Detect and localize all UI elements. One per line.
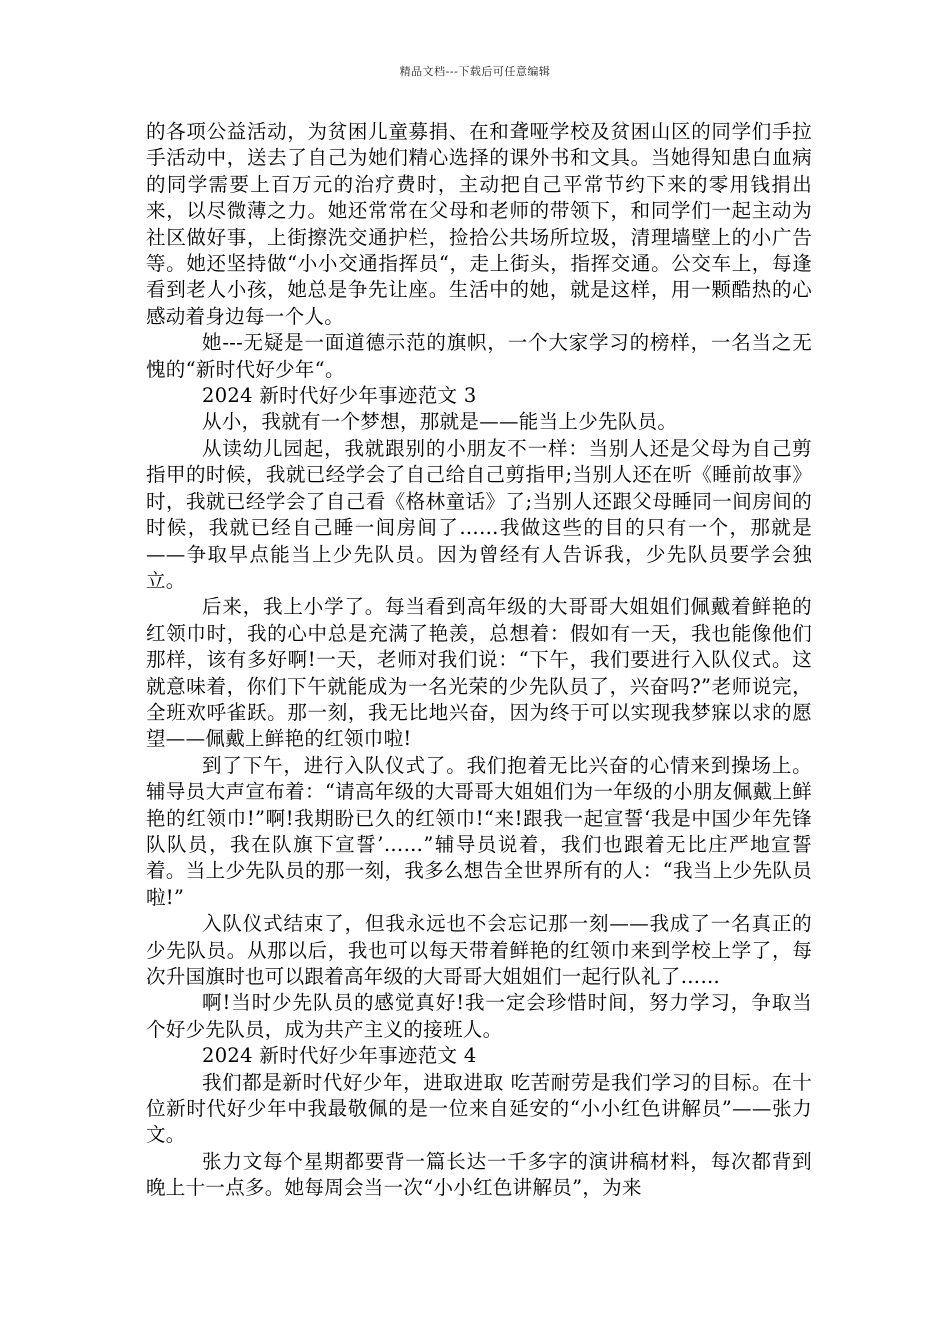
paragraph: 从读幼儿园起，我就跟别的小朋友不一样：当别人还是父母为自己剪指甲的时候，我就已经学会了自己给自己剪指甲;当别人还在听《睡前故事》时，我就已经学会了自己看《格林童话》了;当别人还跟父母睡同一间房间的时候，我就已经自己睡一间房间了……我做这些的目的只有一个，那就是——争取早点能当上少先队员。因为曾经有人告诉我，少先队员要学会独立。 (146, 436, 812, 592)
page-header: 精品文档---下载后可任意编辑 (399, 65, 551, 78)
paragraph: 从小，我就有一个梦想，那就是——能当上少先队员。 (202, 410, 678, 434)
paragraph: 的各项公益活动，为贫困儿童募捐、在和聋哑学校及贫困山区的同学们手拉手活动中，送去了自己为她们精心选择的课外书和文具。当她得知患白血病的同学需要上百万元的治疗费时，主动把自己平常节约下来的零用钱捐出来，以尽微薄之力。她还常常在父母和老师的带领下，和同学们一起主动为社区做好事，上街擦洗交通护栏，捡拾公共场所垃圾，清理墙壁上的小广告等。她还坚持做“小小交通指挥员“，走上街头，指挥交通。公交车上，每逢看到老人小孩，她总是争先让座。生活中的她，就是这样，用一颗酷热的心感动着身边每一个人。 (146, 120, 812, 328)
paragraph: 后来，我上小学了。每当看到高年级的大哥哥大姐姐们佩戴着鲜艳的红领巾时，我的心中总是充满了艳羡，总想着：假如有一天，我也能像他们那样，该有多好啊!一天，老师对我们说：“下午，我们要进行入队仪式。这就意味着，你们下午就能成为一名光荣的少先队员了，兴奋吗?”老师说完，全班欢呼雀跃。那一刻，我无比地兴奋，因为终于可以实现我梦寐以求的愿望——佩戴上鲜艳的红领巾啦! (146, 595, 812, 751)
paragraph: 入队仪式结束了，但我永远也不会忘记那一刻——我成了一名真正的少先队员。从那以后，我也可以每天带着鲜艳的红领巾来到学校上学了，每次升国旗时也可以跟着高年级的大哥哥大姐姐们一起行队礼了…… (146, 912, 812, 988)
paragraph: 她---无疑是一面道德示范的旗帜，一个大家学习的榜样，一名当之无愧的“新时代好少年“。 (146, 331, 812, 381)
paragraph: 到了下午，进行入队仪式了。我们抱着无比兴奋的心情来到操场上。辅导员大声宣布着：“请高年级的大哥哥大姐姐们为一年级的小朋友佩戴上鲜艳的红领巾!”啊!我期盼已久的红领巾!“来!跟我一起宣誓‘我是中国少年先锋队队员，我在队旗下宣誓’……”辅导员说着，我们也跟着无比庄严地宣誓着。当上少先队员的那一刻，我多么想告全世界所有的人：“我当上少先队员啦!” (146, 753, 812, 909)
section-heading: 2024 新时代好少年事迹范文 3 (202, 384, 477, 408)
paragraph: 啊!当时少先队员的感觉真好!我一定会珍惜时间，努力学习，争取当个好少先队员，成为共产主义的接班人。 (146, 991, 812, 1041)
paragraph: 我们都是新时代好少年，进取进取 吃苦耐劳是我们学习的目标。在十位新时代好少年中我最敬佩的是一位来自延安的“小小红色讲解员”——张力文。 (146, 1070, 812, 1147)
document-body (146, 119, 812, 1202)
section-heading: 2024 新时代好少年事迹范文 4 (202, 1044, 477, 1068)
paragraph: 张力文每个星期都要背一篇长达一千多字的演讲稿材料，每次都背到晚上十一点多。她每周会当一次“小小红色讲解员”，为来 (146, 1149, 812, 1200)
